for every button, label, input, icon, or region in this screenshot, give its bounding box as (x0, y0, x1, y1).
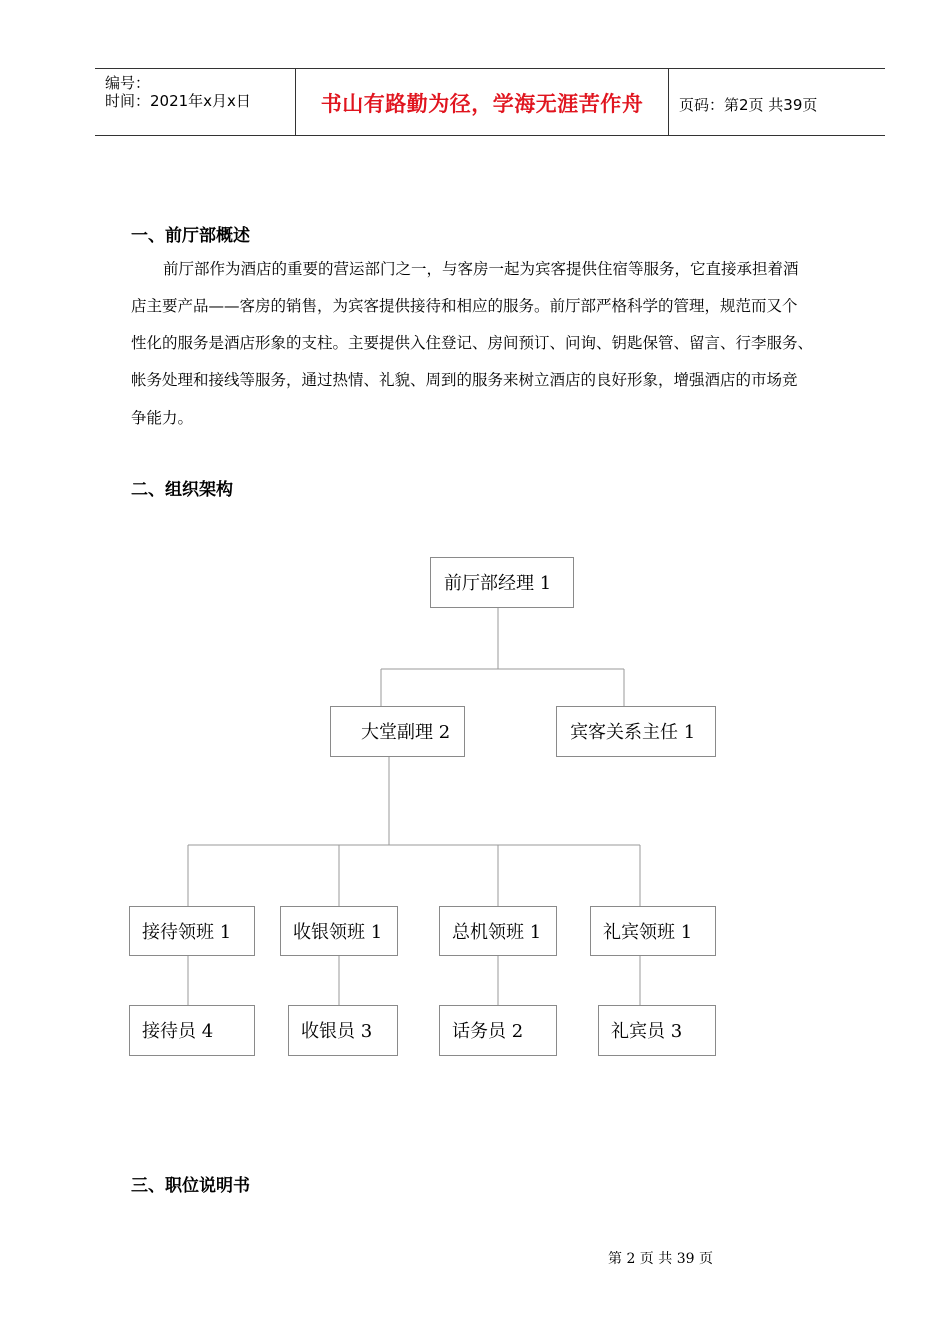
org-box-cashier-supervisor (280, 906, 398, 956)
org-box-label: 大堂副理 2 (361, 722, 451, 743)
header-page-label: 页码：第2页 共39页 (679, 96, 818, 114)
overview-line: 性化的服务是酒店形象的支柱。主要提供入住登记、房间预订、问询、钥匙保管、留言、行李服务、 (131, 334, 814, 352)
org-box-label: 接待员 4 (142, 1021, 214, 1042)
header-time-label: 时间：2021年x月x日 (105, 92, 251, 110)
section-title-organization: 二、组织架构 (131, 480, 233, 500)
org-box-guest-relations (556, 706, 716, 757)
org-box-concierge-supervisor (590, 906, 716, 956)
org-box-label: 收银领班 1 (293, 922, 383, 943)
org-box-front-office-manager (430, 557, 574, 608)
overview-line: 帐务处理和接线等服务，通过热情、礼貌、周到的服务来树立酒店的良好形象，增强酒店的市场竞 (131, 371, 798, 389)
org-box-label: 话务员 2 (452, 1021, 524, 1042)
org-box-concierge (598, 1005, 716, 1056)
org-box-assistant-manager (330, 706, 465, 757)
org-box-label: 前厅部经理 1 (444, 573, 552, 594)
section-title-job-descriptions: 三、职位说明书 (131, 1176, 250, 1196)
org-box-operator (439, 1005, 557, 1056)
org-box-label: 接待领班 1 (142, 922, 232, 943)
org-box-receptionist (129, 1005, 255, 1056)
overview-line: 店主要产品——客房的销售，为宾客提供接待和相应的服务。前厅部严格科学的管理，规范而又个 (131, 297, 798, 315)
org-box-label: 宾客关系主任 1 (570, 722, 696, 743)
header-number-label: 编号： (105, 74, 151, 92)
header-motto: 书山有路勤为径，学海无涯苦作舟 (320, 91, 644, 116)
org-box-label: 收银员 3 (301, 1021, 373, 1042)
org-box-operator-supervisor (439, 906, 557, 956)
org-box-label: 礼宾员 3 (611, 1021, 683, 1042)
section-title-overview: 一、前厅部概述 (131, 226, 250, 246)
org-box-cashier (288, 1005, 398, 1056)
org-box-label: 礼宾领班 1 (603, 922, 693, 943)
org-box-reception-supervisor (129, 906, 255, 956)
overview-line: 争能力。 (131, 409, 194, 427)
org-box-label: 总机领班 1 (452, 922, 542, 943)
page-footer: 第 2 页 共 39 页 (608, 1251, 713, 1267)
overview-line: 前厅部作为酒店的重要的营运部门之一，与客房一起为宾客提供住宿等服务，它直接承担着酒 (163, 260, 799, 278)
